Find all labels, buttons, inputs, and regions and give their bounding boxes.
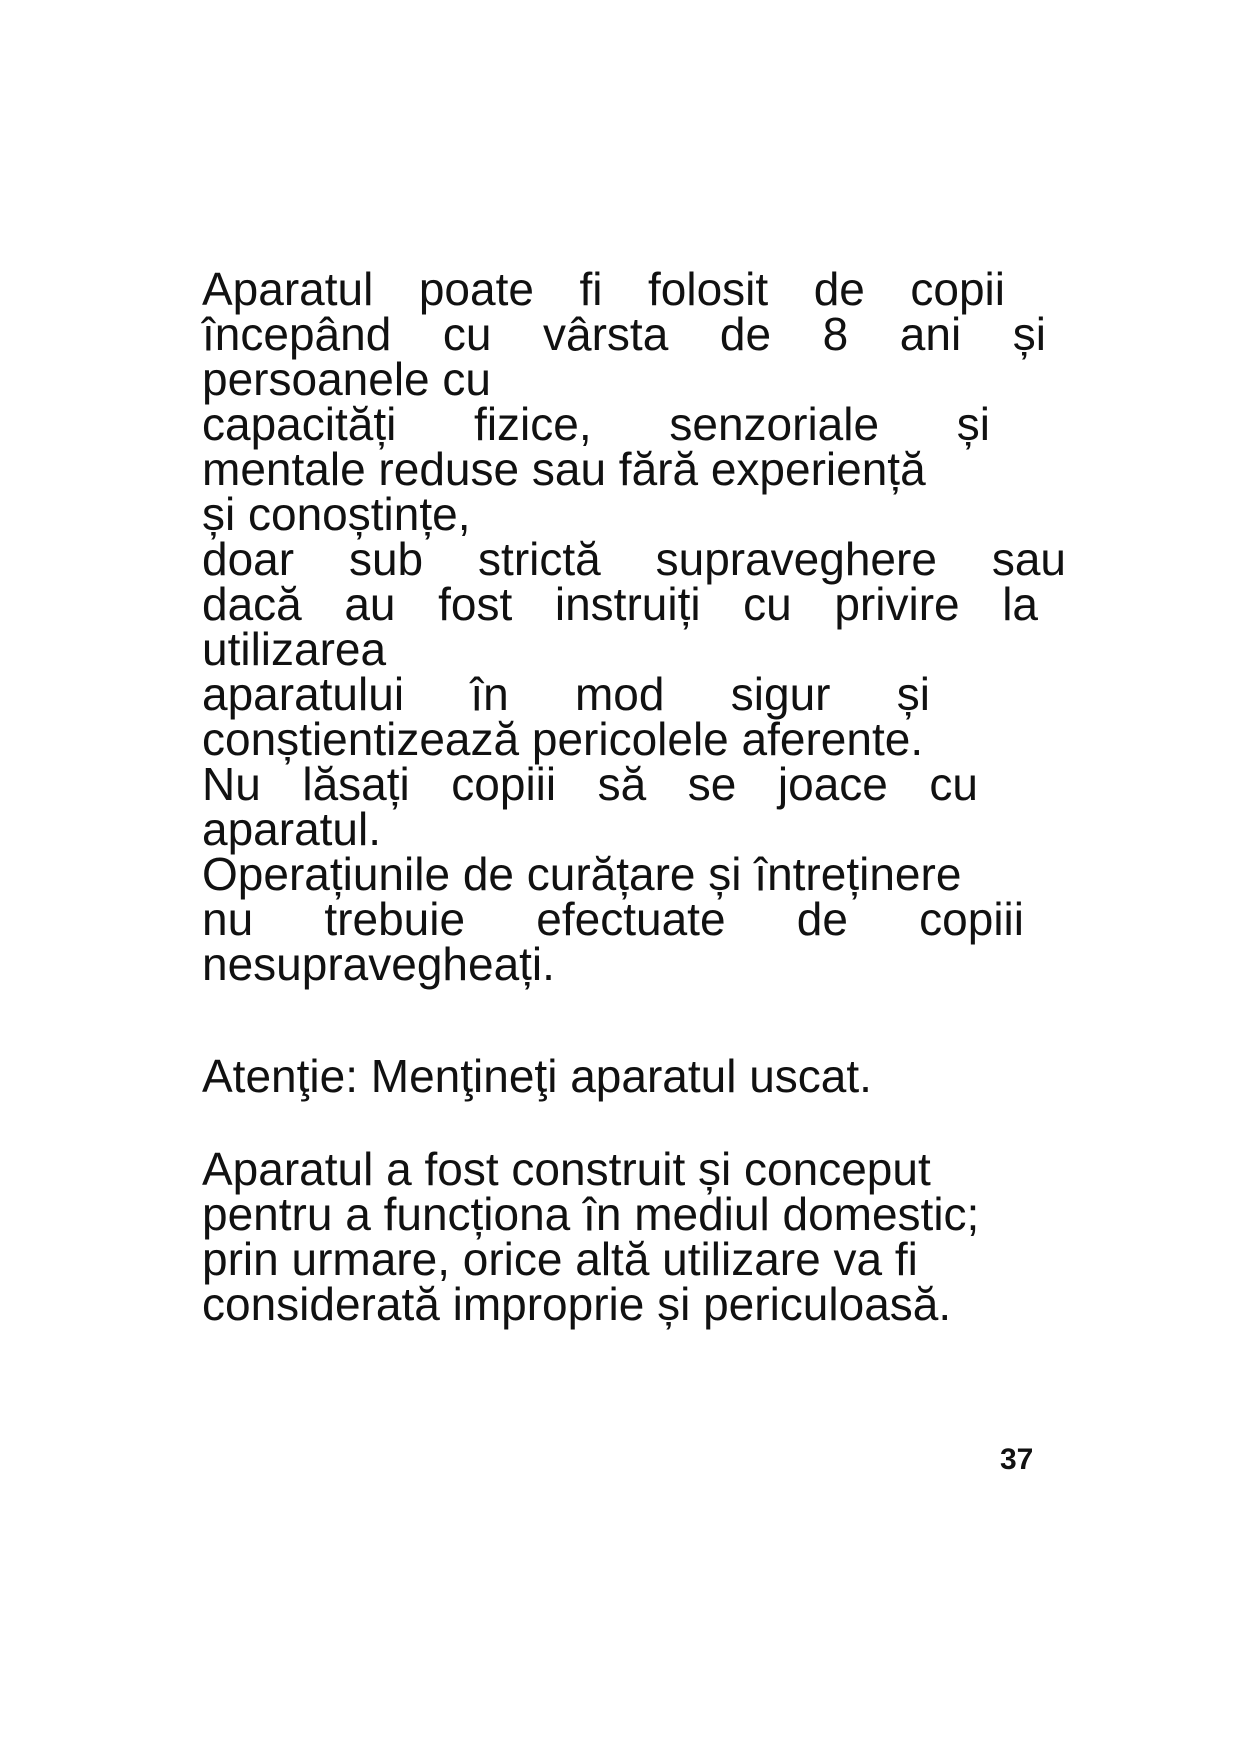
text-line: aparatul. (202, 803, 382, 855)
text-line: nesupravegheați. (202, 938, 555, 990)
text-line: mentale reduse sau fără experiență (202, 443, 926, 495)
page-number: 37 (1000, 1443, 1034, 1476)
text-line: conștientizează pericolele aferente. (202, 713, 924, 765)
text-line: capacități fizice, senzoriale și (202, 398, 990, 450)
text-line: utilizarea (202, 623, 387, 675)
text-line: Aparatul poate fi folosit de copii (202, 263, 1005, 315)
text-line: prin urmare, orice altă utilizare va fi (202, 1233, 918, 1285)
text-line: nu trebuie efectuate de copiii (202, 893, 1024, 945)
warning-paragraph (202, 1050, 1082, 1102)
text-line: persoanele cu (202, 353, 491, 405)
text-line: începând cu vârsta de 8 ani și (202, 308, 1046, 360)
text-line: și conoștințe, (202, 488, 471, 540)
safety-paragraph (202, 263, 1082, 990)
text-line: aparatului în mod sigur și (202, 668, 930, 720)
text-line: considerată improprie și periculoasă. (202, 1278, 952, 1330)
text-line: Aparatul a fost construit și conceput (202, 1143, 931, 1195)
text-line: pentru a funcționa în mediul domestic; (202, 1188, 980, 1240)
text-line: Nu lăsați copiii să se joace cu (202, 758, 978, 810)
warning-line: Atenţie: Menţineţi aparatul uscat. (202, 1050, 872, 1102)
text-line: Operațiunile de curățare și întreținere (202, 848, 962, 900)
usage-paragraph (202, 1143, 1082, 1330)
text-line: dacă au fost instruiți cu privire la (202, 578, 1038, 630)
text-line: doar sub strictă supraveghere sau (202, 533, 1066, 585)
